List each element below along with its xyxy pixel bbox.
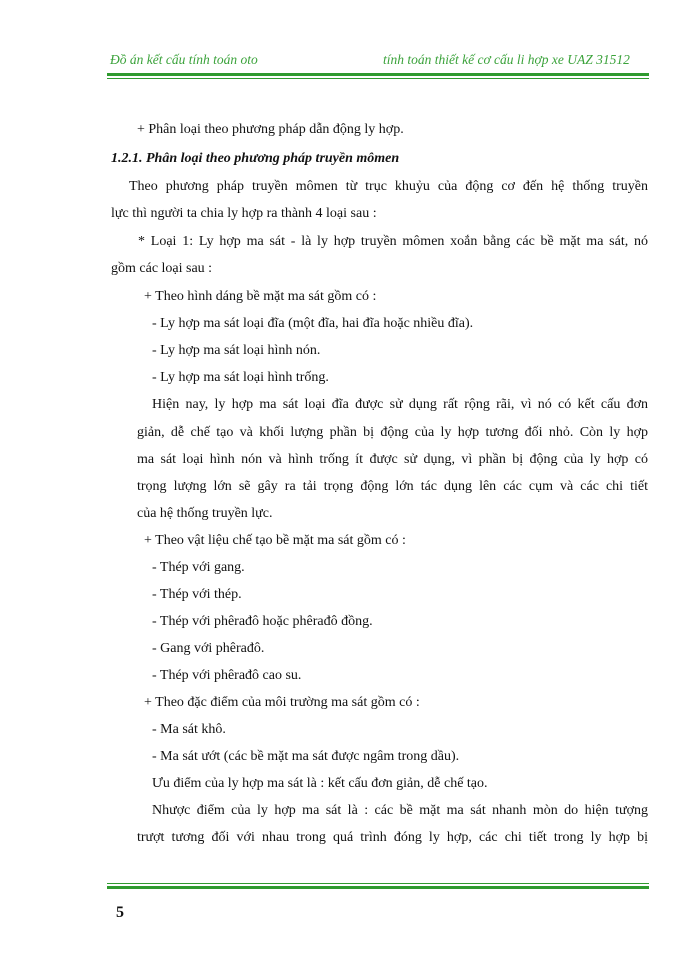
body-line: - Thép với thép. — [152, 587, 242, 602]
body-line: lực thì người ta chia ly hợp ra thành 4 loại sau : — [111, 206, 377, 221]
body-line: Theo phương pháp truyền mômen từ trục khuỷu của động cơ đến hệ thống truyền — [129, 179, 648, 194]
footer-rule-thick — [107, 886, 649, 889]
header-rule-thick — [107, 73, 649, 76]
body-line: trượt tương đối với nhau trong quá trình đóng ly hợp, các chi tiết trong ly hợp bị — [137, 830, 648, 845]
body-line: của hệ thống truyền lực. — [137, 506, 273, 521]
body-line: ma sát loại hình nón và hình trống ít được sử dụng, vì phần bị động của ly hợp có — [137, 452, 648, 467]
body-line: - Ly hợp ma sát loại hình trống. — [152, 370, 329, 385]
body-line: - Ly hợp ma sát loại hình nón. — [152, 343, 321, 358]
body-line: Nhược điểm của ly hợp ma sát là : các bề mặt ma sát nhanh mòn do hiện tượng — [152, 803, 648, 818]
body-line: + Theo đặc điểm của môi trường ma sát gồm có : — [144, 695, 420, 710]
body-line: - Thép với phêrađô hoặc phêrađô đồng. — [152, 614, 373, 629]
body-line: gồm các loại sau : — [111, 261, 213, 276]
body-line: + Theo vật liệu chế tạo bề mặt ma sát gồm có : — [144, 533, 406, 548]
page-number: 5 — [116, 904, 124, 921]
body-line: Ưu điểm của ly hợp ma sát là : kết cấu đơn giản, dễ chế tạo. — [152, 776, 488, 791]
body-line: trọng lượng lớn sẽ gây ra tải trọng động lớn tác dụng lên các cụm và các chi tiết — [137, 479, 648, 494]
body-line: - Ma sát ướt (các bề mặt ma sát được ngâm trong dầu). — [152, 749, 460, 764]
body-line: - Gang với phêrađô. — [152, 641, 265, 656]
footer-rule-thin — [107, 883, 649, 884]
body-line: + Phân loại theo phương pháp dẫn động ly hợp. — [137, 122, 404, 137]
body-line: - Thép với gang. — [152, 560, 245, 575]
section-heading: 1.2.1. Phân loại theo phương pháp truyền mômen — [111, 151, 400, 166]
body-line: giản, dễ chế tạo và khối lượng phần bị động của ly hợp tương đối nhỏ. Còn ly hợp — [137, 425, 648, 440]
body-line: - Thép với phêrađô cao su. — [152, 668, 302, 683]
header-rule-thin — [107, 78, 649, 79]
page-header-left: Đồ án kết cấu tính toán oto — [110, 52, 258, 67]
page-header-right: tính toán thiết kế cơ cấu li hợp xe UAZ 31512 — [383, 52, 630, 67]
body-line: - Ly hợp ma sát loại đĩa (một đĩa, hai đĩa hoặc nhiều đĩa). — [152, 316, 474, 331]
body-line: * Loại 1: Ly hợp ma sát - là ly hợp truyền mômen xoắn bằng các bề mặt ma sát, nó — [138, 234, 648, 249]
body-line: - Ma sát khô. — [152, 722, 226, 737]
body-line: Hiện nay, ly hợp ma sát loại đĩa được sử dụng rất rộng rãi, vì nó có kết cấu đơn — [152, 397, 648, 412]
body-line: + Theo hình dáng bề mặt ma sát gồm có : — [144, 289, 377, 304]
